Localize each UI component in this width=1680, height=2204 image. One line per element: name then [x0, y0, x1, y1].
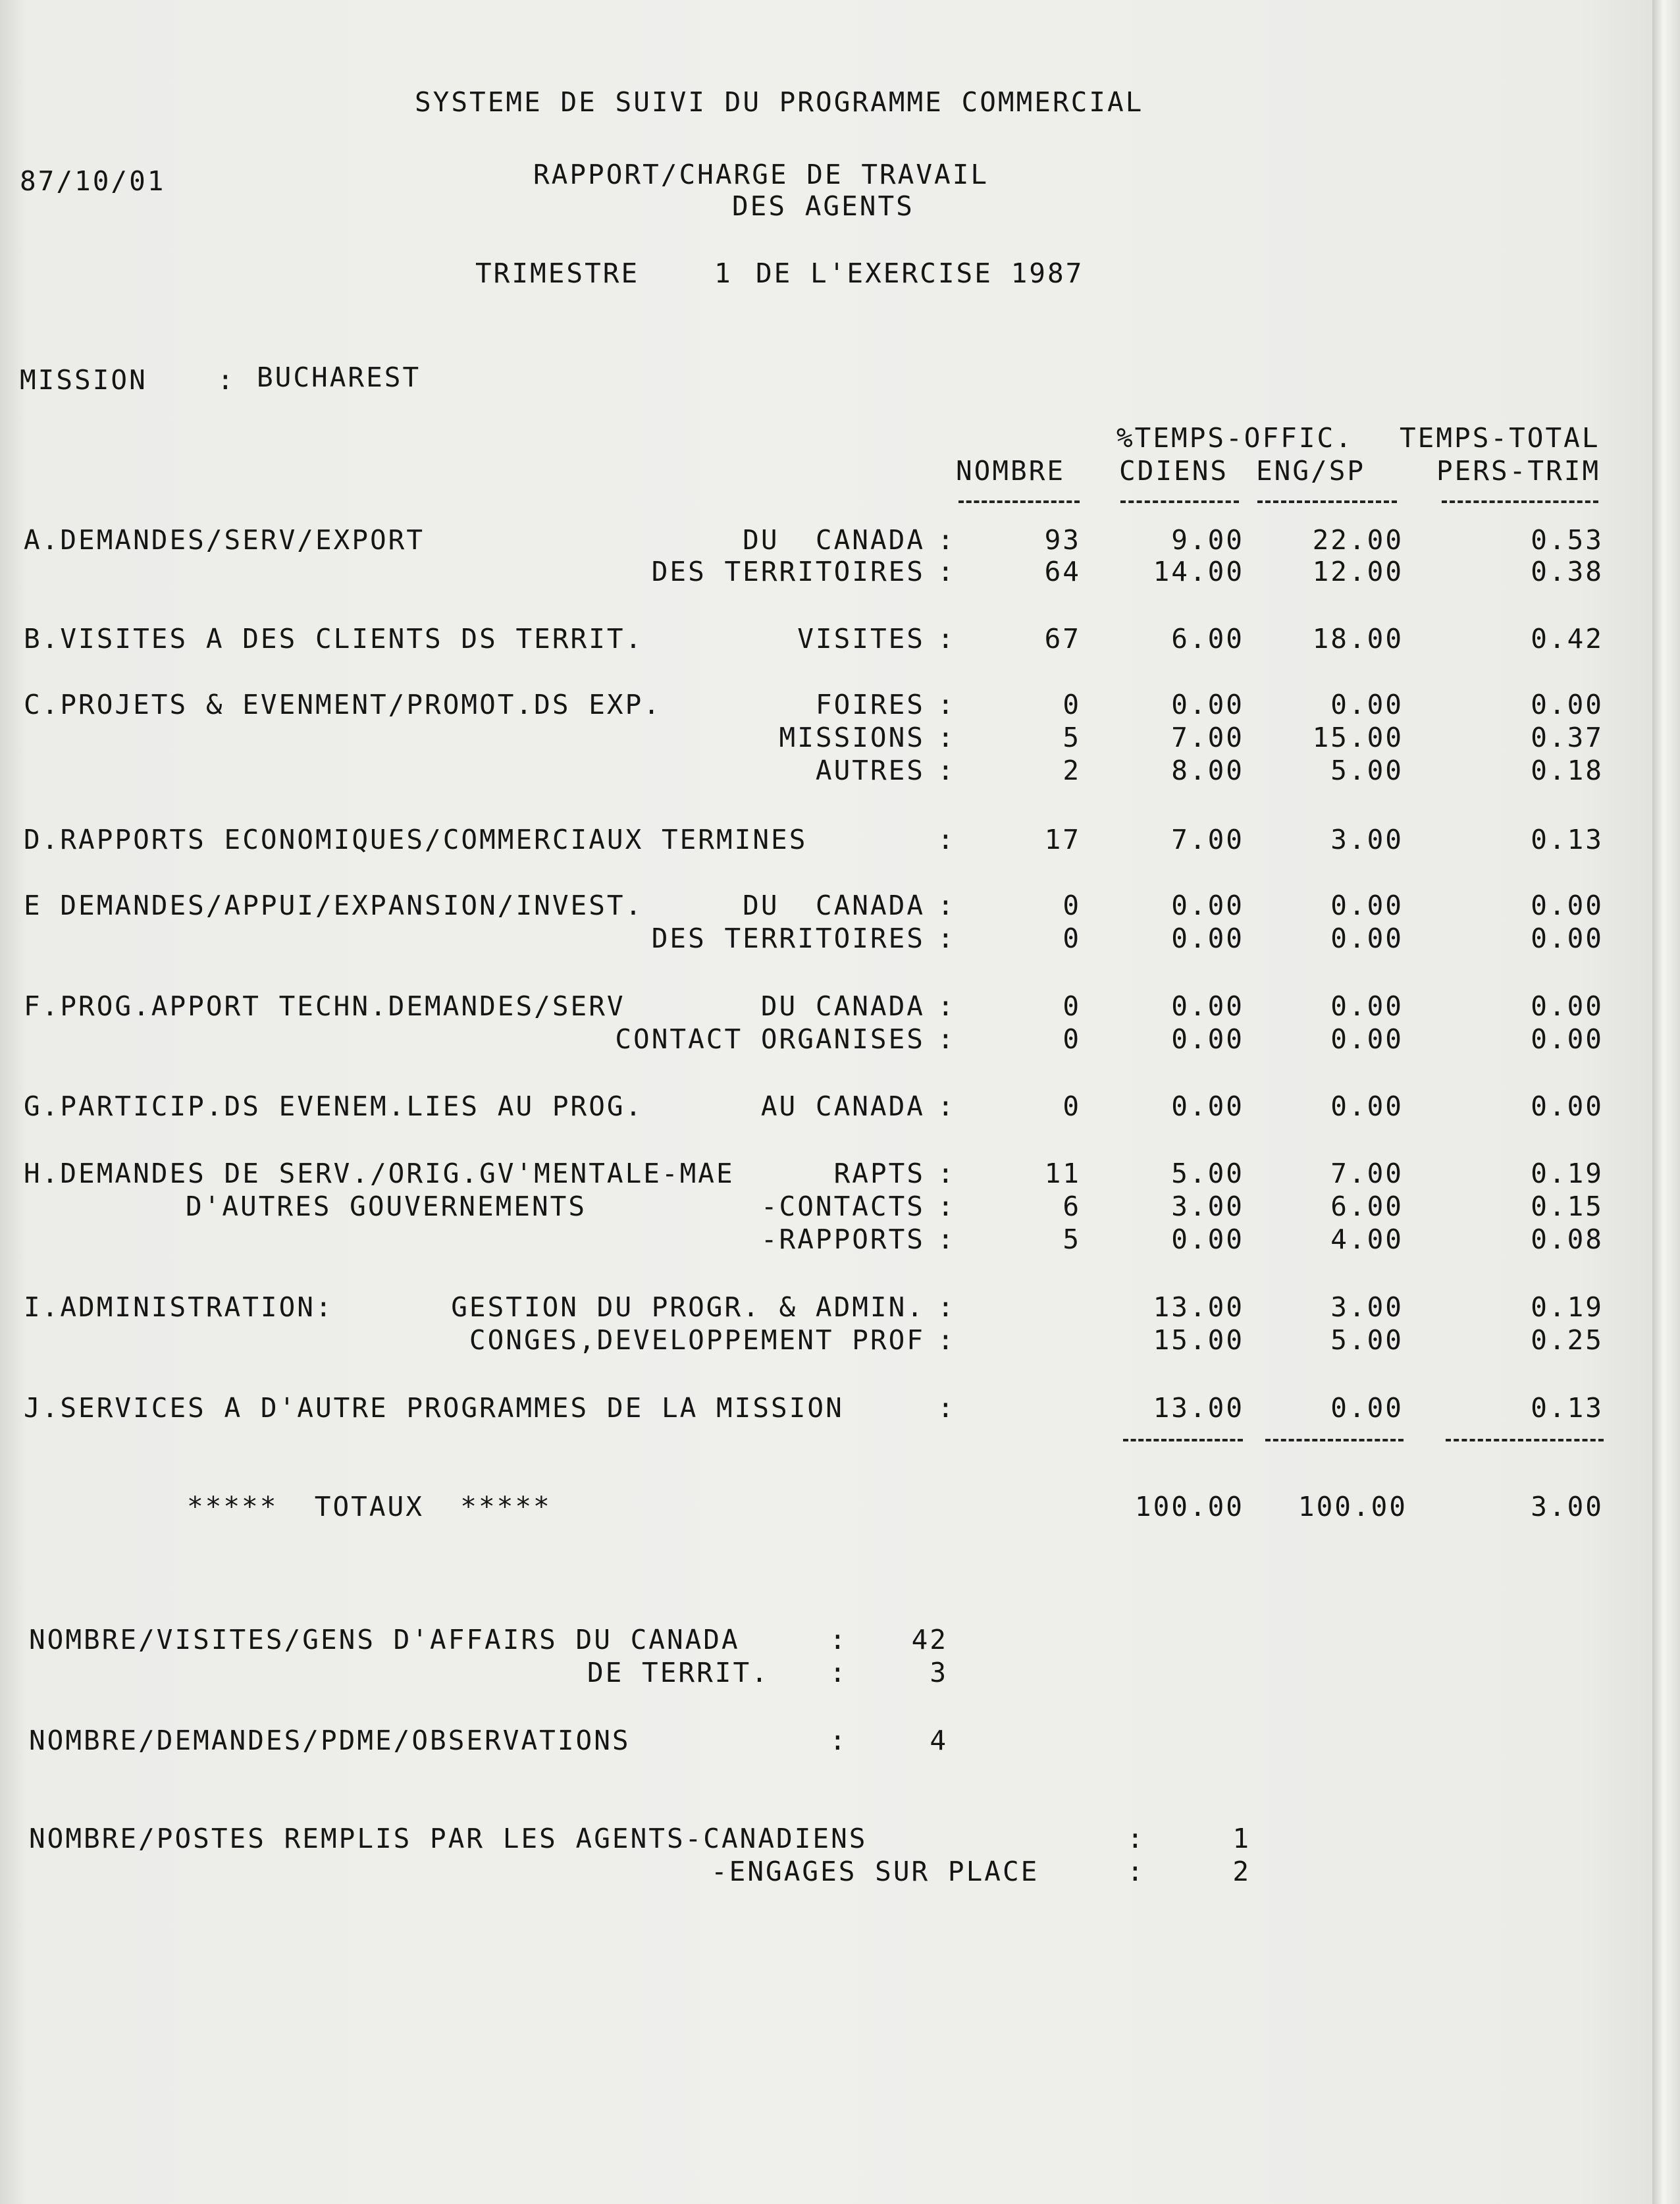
row-colon: : — [937, 890, 956, 921]
row-nombre: 5 — [1063, 722, 1081, 753]
visites-territ-colon: : — [829, 1657, 848, 1688]
row-perstrim: 0.00 — [1531, 923, 1604, 954]
row-nombre: 0 — [1063, 890, 1081, 921]
row-engsp: 0.00 — [1330, 890, 1404, 921]
engages-sur-place-label: -ENGAGES SUR PLACE — [711, 1856, 1039, 1887]
row-sublabel: CONGES,DEVELOPPEMENT PROF — [469, 1324, 925, 1356]
row-cdiens: 9.00 — [1171, 524, 1244, 556]
row-cdiens: 0.00 — [1171, 890, 1244, 921]
row-nombre: 0 — [1063, 689, 1081, 720]
row-cdiens: 0.00 — [1171, 689, 1244, 720]
row-perstrim: 0.18 — [1531, 755, 1604, 786]
report-title-line-2: DES AGENTS — [732, 190, 914, 222]
row-perstrim: 0.13 — [1531, 1392, 1604, 1424]
column-group-temps-offic: %TEMPS-OFFIC. — [1116, 422, 1353, 454]
row-colon: : — [937, 1291, 956, 1323]
postes-canadiens-label: NOMBRE/POSTES REMPLIS PAR LES AGENTS-CANADIENS — [29, 1823, 868, 1854]
exercise-label: DE L'EXERCISE 1987 — [756, 257, 1084, 289]
report-date: 87/10/01 — [20, 165, 166, 197]
row-engsp: 0.00 — [1330, 689, 1404, 720]
row-cdiens: 8.00 — [1171, 755, 1244, 786]
row-label: H.DEMANDES DE SERV./ORIG.GV'MENTALE-MAE — [24, 1158, 735, 1189]
row-engsp: 18.00 — [1312, 623, 1404, 655]
column-header-engsp: ENG/SP — [1256, 455, 1366, 487]
row-label: D.RAPPORTS ECONOMIQUES/COMMERCIAUX TERMINES — [24, 824, 808, 855]
row-label: D'AUTRES GOUVERNEMENTS — [186, 1191, 587, 1222]
row-colon: : — [937, 824, 956, 855]
row-engsp: 22.00 — [1312, 524, 1404, 556]
row-engsp: 0.00 — [1330, 990, 1404, 1022]
row-cdiens: 0.00 — [1171, 923, 1244, 954]
row-cdiens: 13.00 — [1153, 1291, 1244, 1323]
engages-sur-place-colon: : — [1127, 1856, 1145, 1887]
row-sublabel: DU CANADA — [743, 890, 925, 921]
totals-cdiens: 100.00 — [1134, 1491, 1244, 1522]
row-colon: : — [937, 1191, 956, 1222]
row-engsp: 0.00 — [1330, 923, 1404, 954]
row-cdiens: 0.00 — [1171, 990, 1244, 1022]
row-perstrim: 0.08 — [1531, 1223, 1604, 1255]
visites-territ-value: 3 — [930, 1657, 948, 1688]
totals-perstrim: 3.00 — [1531, 1491, 1604, 1522]
totals-label: ***** TOTAUX ***** — [187, 1491, 552, 1522]
row-colon: : — [937, 556, 956, 587]
row-sublabel: RAPTS — [833, 1158, 925, 1189]
row-nombre: 2 — [1063, 755, 1081, 786]
row-cdiens: 14.00 — [1153, 556, 1244, 587]
row-sublabel: CONTACT ORGANISES — [615, 1023, 925, 1055]
row-engsp: 4.00 — [1330, 1223, 1404, 1255]
header-underline-engsp — [1257, 500, 1397, 503]
demandes-pdme-colon: : — [829, 1725, 848, 1756]
row-cdiens: 7.00 — [1171, 722, 1244, 753]
row-colon: : — [937, 722, 956, 753]
row-perstrim: 0.00 — [1531, 890, 1604, 921]
row-engsp: 0.00 — [1330, 1023, 1404, 1055]
row-engsp: 3.00 — [1330, 824, 1404, 855]
row-nombre: 0 — [1063, 1023, 1081, 1055]
row-colon: : — [937, 1392, 956, 1424]
row-perstrim: 0.37 — [1531, 722, 1604, 753]
row-colon: : — [937, 1324, 956, 1356]
row-engsp: 15.00 — [1312, 722, 1404, 753]
visites-canada-colon: : — [829, 1624, 848, 1655]
row-perstrim: 0.00 — [1531, 990, 1604, 1022]
row-nombre: 67 — [1044, 623, 1081, 655]
visites-canada-value: 42 — [911, 1624, 948, 1655]
row-perstrim: 0.42 — [1531, 623, 1604, 655]
row-nombre: 11 — [1044, 1158, 1081, 1189]
demandes-pdme-value: 4 — [930, 1725, 948, 1756]
row-perstrim: 0.53 — [1531, 524, 1604, 556]
row-engsp: 3.00 — [1330, 1291, 1404, 1323]
row-cdiens: 0.00 — [1171, 1023, 1244, 1055]
totals-engsp: 100.00 — [1298, 1491, 1407, 1522]
mission-value: BUCHAREST — [257, 362, 421, 393]
row-colon: : — [937, 990, 956, 1022]
row-perstrim: 0.00 — [1531, 1023, 1604, 1055]
page-edge — [1652, 0, 1680, 2204]
row-perstrim: 0.15 — [1531, 1191, 1604, 1222]
postes-canadiens-colon: : — [1127, 1823, 1145, 1854]
visites-canada-label: NOMBRE/VISITES/GENS D'AFFAIRS DU CANADA — [29, 1624, 740, 1655]
row-label: B.VISITES A DES CLIENTS DS TERRIT. — [24, 623, 644, 655]
row-engsp: 7.00 — [1330, 1158, 1404, 1189]
row-cdiens: 15.00 — [1153, 1324, 1244, 1356]
row-nombre: 64 — [1044, 556, 1081, 587]
row-colon: : — [937, 623, 956, 655]
row-engsp: 5.00 — [1330, 755, 1404, 786]
row-cdiens: 0.00 — [1171, 1090, 1244, 1122]
row-sublabel: DES TERRITOIRES — [651, 556, 925, 587]
trimester-label: TRIMESTRE — [475, 257, 640, 289]
row-nombre: 93 — [1044, 524, 1081, 556]
mission-separator: : — [217, 364, 236, 396]
row-perstrim: 0.00 — [1531, 689, 1604, 720]
row-cdiens: 6.00 — [1171, 623, 1244, 655]
row-perstrim: 0.38 — [1531, 556, 1604, 587]
row-perstrim: 0.25 — [1531, 1324, 1604, 1356]
system-title: SYSTEME DE SUIVI DU PROGRAMME COMMERCIAL — [415, 86, 1144, 118]
row-sublabel: -RAPPORTS — [760, 1223, 925, 1255]
row-sublabel: DES TERRITOIRES — [651, 923, 925, 954]
header-underline-nombre — [958, 500, 1080, 503]
row-sublabel: FOIRES — [815, 689, 925, 720]
visites-territ-label: DE TERRIT. — [587, 1657, 770, 1688]
row-colon: : — [937, 524, 956, 556]
trimester-number: 1 — [714, 257, 733, 289]
row-colon: : — [937, 923, 956, 954]
row-cdiens: 7.00 — [1171, 824, 1244, 855]
row-label: C.PROJETS & EVENMENT/PROMOT.DS EXP. — [24, 689, 662, 720]
row-cdiens: 5.00 — [1171, 1158, 1244, 1189]
row-cdiens: 13.00 — [1153, 1392, 1244, 1424]
row-nombre: 5 — [1063, 1223, 1081, 1255]
row-perstrim: 0.19 — [1531, 1158, 1604, 1189]
row-cdiens: 0.00 — [1171, 1223, 1244, 1255]
row-label: I.ADMINISTRATION: — [24, 1291, 334, 1323]
postes-canadiens-value: 1 — [1232, 1823, 1251, 1854]
column-header-perstrim: PERS-TRIM — [1436, 455, 1601, 487]
row-sublabel: GESTION DU PROGR. & ADMIN. — [451, 1291, 925, 1323]
engages-sur-place-value: 2 — [1232, 1856, 1251, 1887]
row-nombre: 6 — [1063, 1191, 1081, 1222]
row-sublabel: MISSIONS — [779, 722, 925, 753]
totals-underline-cdiens — [1123, 1439, 1243, 1441]
row-sublabel: DU CANADA — [760, 990, 925, 1022]
row-label: J.SERVICES A D'AUTRE PROGRAMMES DE LA MISSION — [24, 1392, 844, 1424]
row-cdiens: 3.00 — [1171, 1191, 1244, 1222]
row-sublabel: DU CANADA — [743, 524, 925, 556]
row-sublabel: -CONTACTS — [760, 1191, 925, 1222]
row-label: A.DEMANDES/SERV/EXPORT — [24, 524, 425, 556]
column-header-nombre: NOMBRE — [956, 455, 1066, 487]
row-colon: : — [937, 1158, 956, 1189]
header-underline-perstrim — [1442, 500, 1598, 503]
row-nombre: 0 — [1063, 990, 1081, 1022]
row-colon: : — [937, 755, 956, 786]
demandes-pdme-label: NOMBRE/DEMANDES/PDME/OBSERVATIONS — [29, 1725, 631, 1756]
row-perstrim: 0.00 — [1531, 1090, 1604, 1122]
row-engsp: 0.00 — [1330, 1392, 1404, 1424]
totals-underline-engsp — [1265, 1439, 1404, 1441]
row-sublabel: AUTRES — [815, 755, 925, 786]
row-colon: : — [937, 1090, 956, 1122]
row-engsp: 6.00 — [1330, 1191, 1404, 1222]
row-sublabel: AU CANADA — [760, 1090, 925, 1122]
totals-underline-perstrim — [1446, 1439, 1604, 1441]
row-nombre: 17 — [1044, 824, 1081, 855]
row-nombre: 0 — [1063, 1090, 1081, 1122]
row-label: F.PROG.APPORT TECHN.DEMANDES/SERV — [24, 990, 625, 1022]
row-label: G.PARTICIP.DS EVENEM.LIES AU PROG. — [24, 1090, 644, 1122]
row-colon: : — [937, 689, 956, 720]
row-perstrim: 0.13 — [1531, 824, 1604, 855]
report-title-line-1: RAPPORT/CHARGE DE TRAVAIL — [533, 159, 989, 190]
row-label: E DEMANDES/APPUI/EXPANSION/INVEST. — [24, 890, 644, 921]
mission-label: MISSION — [20, 364, 147, 396]
row-colon: : — [937, 1023, 956, 1055]
row-perstrim: 0.19 — [1531, 1291, 1604, 1323]
row-engsp: 12.00 — [1312, 556, 1404, 587]
row-engsp: 0.00 — [1330, 1090, 1404, 1122]
row-colon: : — [937, 1223, 956, 1255]
header-underline-cdiens — [1120, 500, 1239, 503]
row-engsp: 5.00 — [1330, 1324, 1404, 1356]
row-nombre: 0 — [1063, 923, 1081, 954]
row-sublabel: VISITES — [797, 623, 925, 655]
column-group-temps-total: TEMPS-TOTAL — [1400, 422, 1600, 454]
column-header-cdiens: CDIENS — [1119, 455, 1229, 487]
